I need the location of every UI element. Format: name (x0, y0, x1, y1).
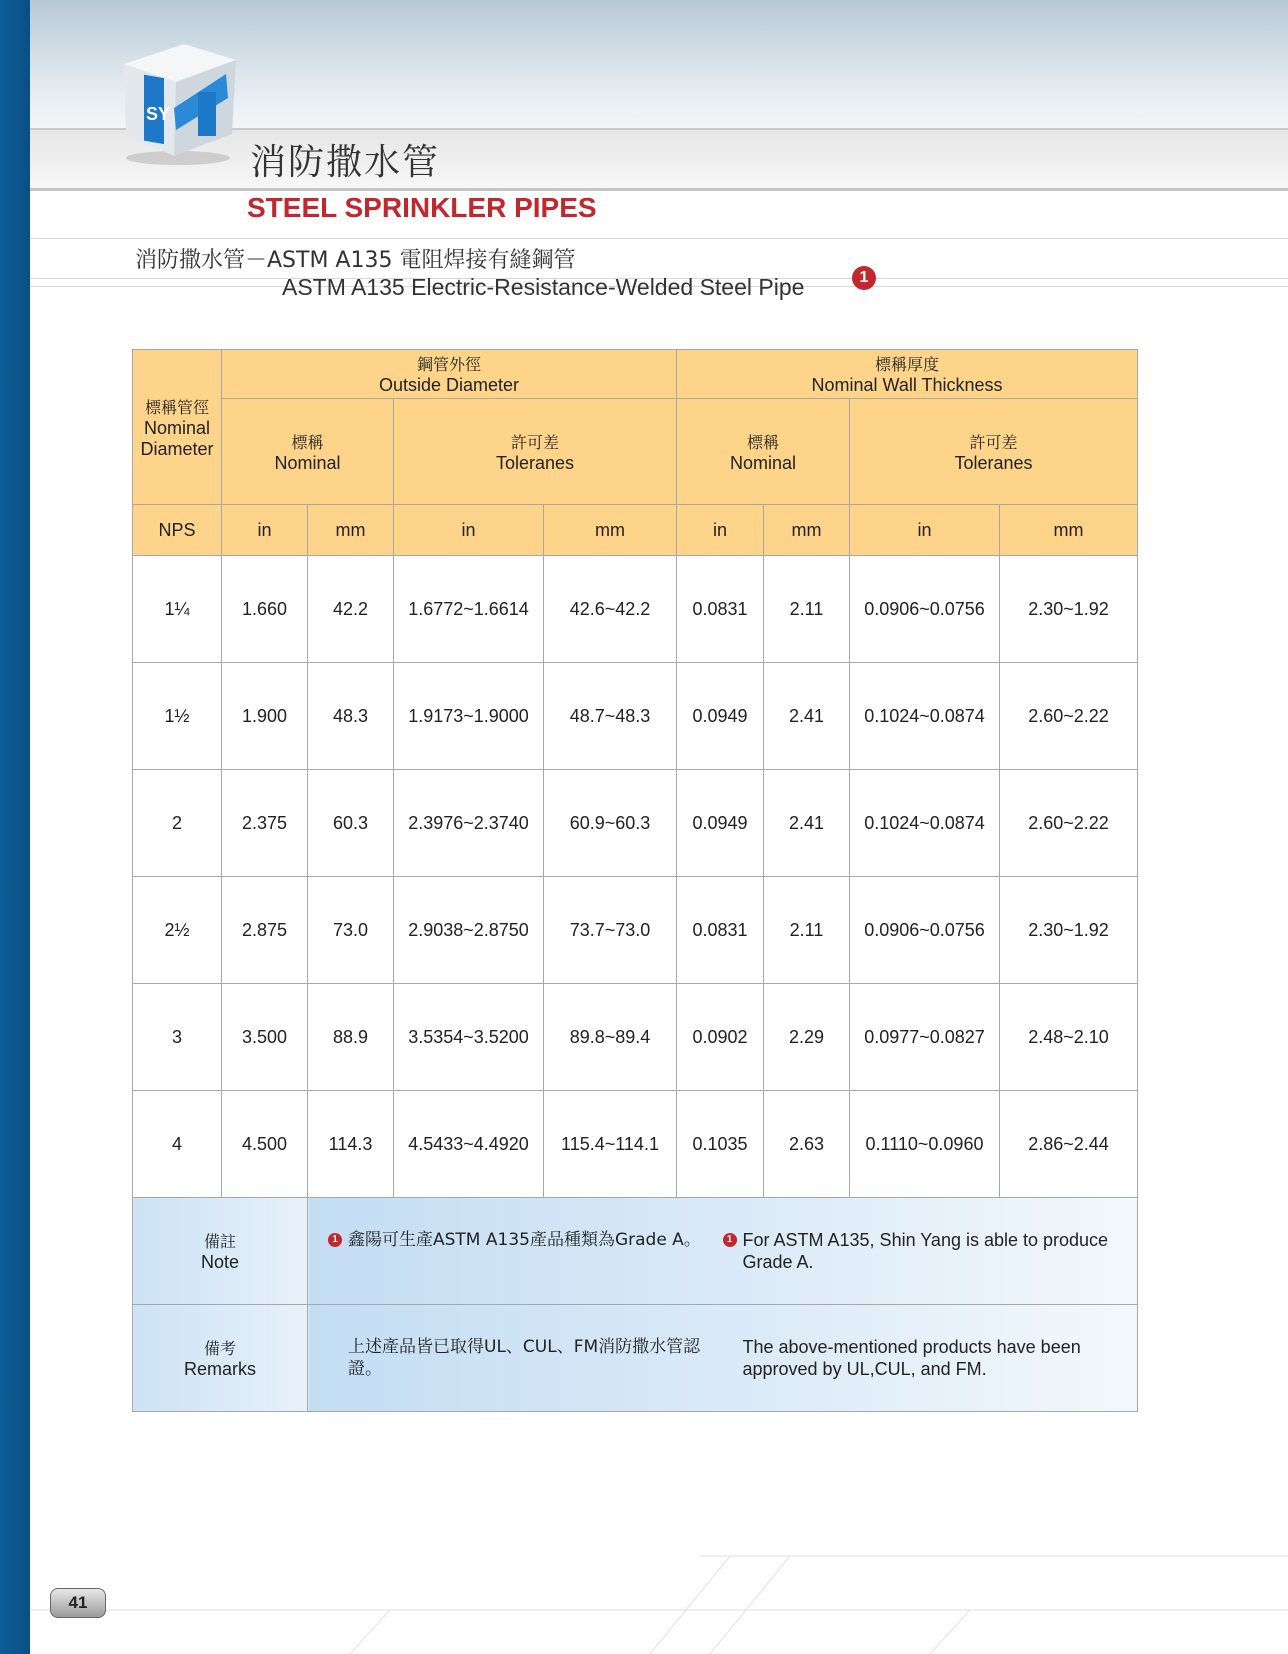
table-cell: 2.11 (764, 877, 850, 984)
note-label: 備註 Note (133, 1198, 308, 1305)
table-cell: 88.9 (308, 984, 394, 1091)
table-cell: 89.8~89.4 (544, 984, 677, 1091)
table-cell: 2.30~1.92 (1000, 556, 1138, 663)
unit-header: mm (764, 505, 850, 556)
table-cell: 0.0977~0.0827 (850, 984, 1000, 1091)
left-color-bar (0, 0, 30, 1654)
table-cell: 0.0949 (677, 663, 764, 770)
table-cell: 114.3 (308, 1091, 394, 1198)
table-row (133, 556, 1138, 663)
table-cell: 48.3 (308, 663, 394, 770)
table-cell: 4.5433~4.4920 (394, 1091, 544, 1198)
page-number: 41 (50, 1588, 106, 1618)
subtitle-zh: 消防撒水管－ASTM A135 電阻焊接有縫鋼管 (135, 248, 576, 273)
header-wt-tolerances: 許可差 Toleranes (850, 399, 1138, 505)
table-cell: 2½ (133, 877, 222, 984)
table-cell: 0.1110~0.0960 (850, 1091, 1000, 1198)
table-cell: 48.7~48.3 (544, 663, 677, 770)
unit-header: in (677, 505, 764, 556)
note-marker-icon: 1 (328, 1233, 342, 1247)
header-od-tolerances: 許可差 Toleranes (394, 399, 677, 505)
table-cell: 73.0 (308, 877, 394, 984)
table-cell: 0.0906~0.0756 (850, 877, 1000, 984)
table-cell: 3.5354~3.5200 (394, 984, 544, 1091)
table-cell: 73.7~73.0 (544, 877, 677, 984)
table-cell: 0.0949 (677, 770, 764, 877)
company-logo (118, 38, 238, 166)
unit-header: NPS (133, 505, 222, 556)
remarks-label: 備考 Remarks (133, 1305, 308, 1412)
table-row (133, 984, 1138, 1091)
table-row (133, 877, 1138, 984)
table-cell: 0.1035 (677, 1091, 764, 1198)
remarks-zh: 上述產品皆已取得UL、CUL、FM消防撒水管認證。 (348, 1337, 701, 1379)
page-title-zh: 消防撒水管 (250, 142, 441, 183)
table-cell: 1¼ (133, 556, 222, 663)
note-marker-icon: 1 (723, 1233, 737, 1247)
page-title-en: STEEL SPRINKLER PIPES (247, 192, 597, 223)
table-row (133, 1091, 1138, 1198)
table-cell: 2.30~1.92 (1000, 877, 1138, 984)
table-cell: 2.11 (764, 556, 850, 663)
table-cell: 2.875 (222, 877, 308, 984)
table-cell: 1.660 (222, 556, 308, 663)
unit-header: mm (308, 505, 394, 556)
note-body (308, 1198, 1138, 1305)
table-cell: 0.0902 (677, 984, 764, 1091)
header-nominal-diameter: 標稱管徑 Nominal Diameter (133, 350, 222, 505)
table-cell: 60.9~60.3 (544, 770, 677, 877)
table-row (133, 770, 1138, 877)
table-cell: 2.48~2.10 (1000, 984, 1138, 1091)
table-cell: 1.6772~1.6614 (394, 556, 544, 663)
table-cell: 4 (133, 1091, 222, 1198)
table-cell: 115.4~114.1 (544, 1091, 677, 1198)
header-wt-nominal: 標稱 Nominal (677, 399, 850, 505)
table-cell: 60.3 (308, 770, 394, 877)
table-cell: 4.500 (222, 1091, 308, 1198)
table-cell: 2 (133, 770, 222, 877)
note-zh: 1 鑫陽可生產ASTM A135產品種類為Grade A。 (328, 1229, 723, 1273)
table-cell: 2.41 (764, 663, 850, 770)
unit-header: mm (1000, 505, 1138, 556)
remarks-en: The above-mentioned products have been approved by UL,CUL, and FM. (742, 1337, 1081, 1379)
unit-header: in (222, 505, 308, 556)
subtitle-en: ASTM A135 Electric-Resistance-Welded Steel Pipe (282, 274, 805, 300)
table-cell: 0.1024~0.0874 (850, 770, 1000, 877)
spec-table (132, 349, 1138, 1412)
table-cell: 42.2 (308, 556, 394, 663)
footnote-marker-badge: 1 (852, 266, 876, 290)
remarks-row (133, 1305, 1138, 1412)
table-cell: 0.0906~0.0756 (850, 556, 1000, 663)
unit-header: in (394, 505, 544, 556)
table-cell: 2.60~2.22 (1000, 663, 1138, 770)
remarks-body (308, 1305, 1138, 1412)
logo-text: SY (146, 104, 171, 124)
unit-header: in (850, 505, 1000, 556)
table-cell: 1.9173~1.9000 (394, 663, 544, 770)
table-cell: 2.63 (764, 1091, 850, 1198)
table-cell: 0.0831 (677, 877, 764, 984)
table-cell: 1.900 (222, 663, 308, 770)
table-cell: 3 (133, 984, 222, 1091)
table-row (133, 663, 1138, 770)
table-cell: 3.500 (222, 984, 308, 1091)
note-en: 1 For ASTM A135, Shin Yang is able to produce Grade A. (723, 1229, 1118, 1273)
note-row (133, 1198, 1138, 1305)
table-cell: 2.86~2.44 (1000, 1091, 1138, 1198)
table-cell: 2.375 (222, 770, 308, 877)
header-wall-thickness: 標稱厚度 Nominal Wall Thickness (677, 350, 1138, 399)
footer-decoration (30, 1550, 1288, 1654)
table-cell: 42.6~42.2 (544, 556, 677, 663)
table-cell: 2.41 (764, 770, 850, 877)
table-cell: 2.9038~2.8750 (394, 877, 544, 984)
header-outside-diameter: 鋼管外徑 Outside Diameter (222, 350, 677, 399)
divider-line (30, 238, 1288, 239)
table-cell: 2.60~2.22 (1000, 770, 1138, 877)
table-cell: 2.3976~2.3740 (394, 770, 544, 877)
header-od-nominal: 標稱 Nominal (222, 399, 394, 505)
unit-header: mm (544, 505, 677, 556)
table-cell: 0.1024~0.0874 (850, 663, 1000, 770)
table-cell: 0.0831 (677, 556, 764, 663)
table-cell: 2.29 (764, 984, 850, 1091)
table-cell: 1½ (133, 663, 222, 770)
